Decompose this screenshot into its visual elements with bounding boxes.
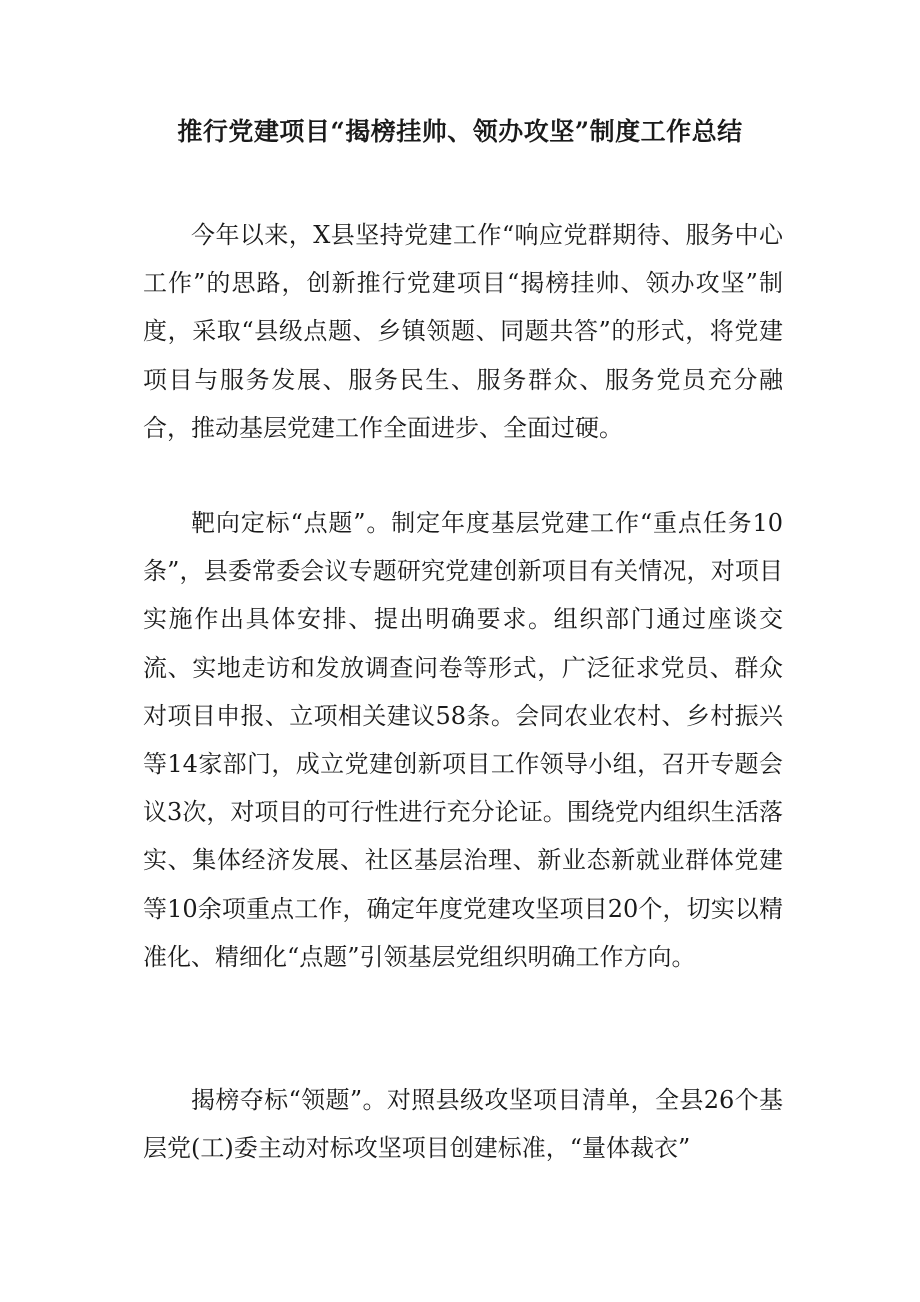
document-title: 推行党建项目“揭榜挂帅、领办攻坚”制度工作总结	[177, 117, 743, 146]
paragraph-take-topic: 揭榜夺标“领题”。对照县级攻坚项目清单，全县26个基层党(工)委主动对标攻坚项目创建标准，“量体裁衣”	[143, 1086, 783, 1163]
paragraph-set-topic: 靶向定标“点题”。制定年度基层党建工作“重点任务10条”，县委常委会议专题研究党建创新项目有关情况，对项目实施作出具体安排、提出明确要求。组织部门通过座谈交流、实地走访和发放调查问卷等形式，广泛征求党员、群众对项目申报、立项相关建议58条。会同农业农村、乡村振兴等14家部门，成立党建创新项目工作领导小组，召开专题会议3次，对项目的可行性进行充分论证。围绕党内组织生活落实、集体经济发展、社区基层治理、新业态新就业群体党建等10余项重点工作，确定年度党建攻坚项目20个，切实以精准化、精细化“点题”引领基层党组织明确工作方向。	[143, 509, 783, 971]
paragraph-intro: 今年以来，X县坚持党建工作“响应党群期待、服务中心工作”的思路，创新推行党建项目“揭榜挂帅、领办攻坚”制度，采取“县级点题、乡镇领题、同题共答”的形式，将党建项目与服务发展、服务民生、服务群众、服务党员充分融合，推动基层党建工作全面进步、全面过硬。	[143, 221, 783, 442]
